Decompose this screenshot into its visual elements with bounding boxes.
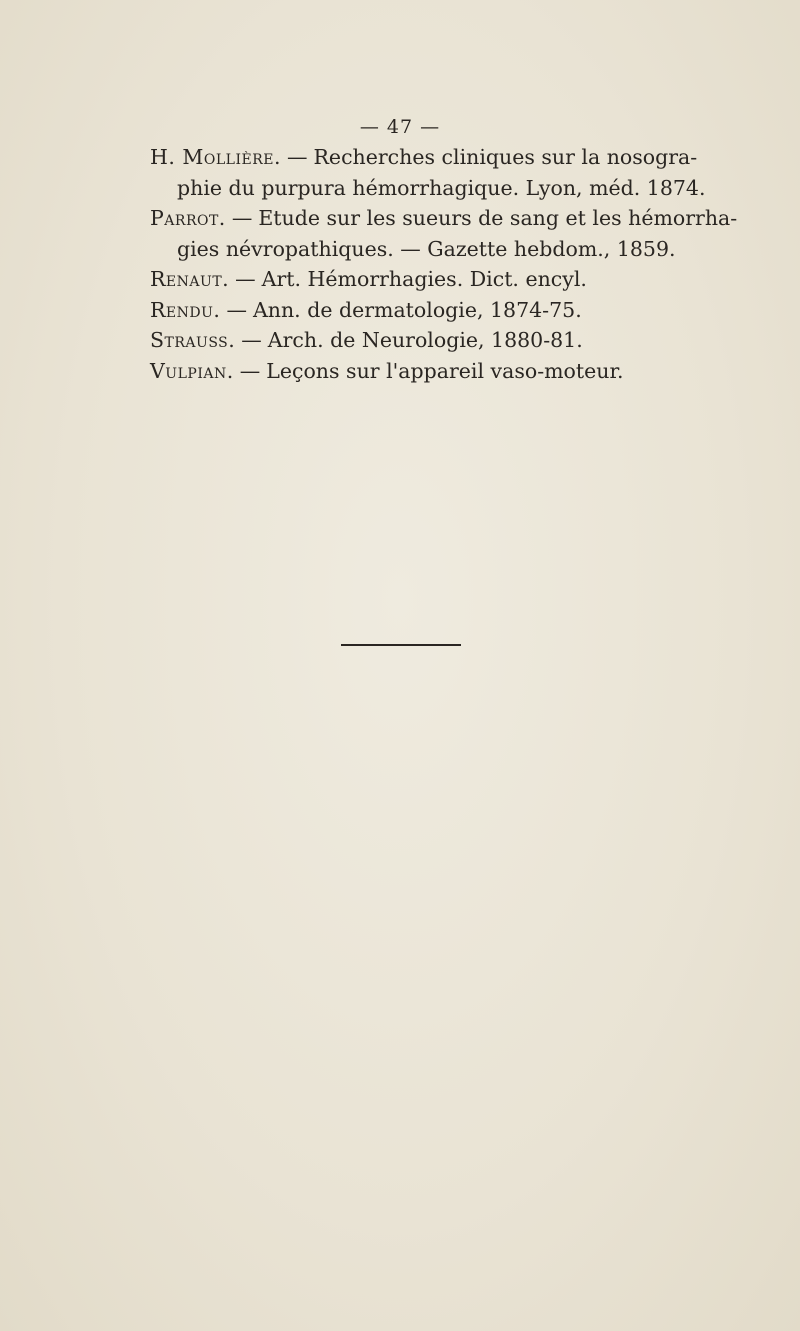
bibliography-entry <box>150 356 780 387</box>
entry-text: Etude sur les sueurs de sang et les hémorrha- <box>258 206 738 230</box>
entry-author: Parrot. <box>150 206 226 230</box>
entry-separator: — <box>287 145 308 169</box>
entry-continuation: phie du purpura hémorrhagique. Lyon, méd. 1874. <box>177 175 706 200</box>
entry-separator: — <box>231 206 253 230</box>
entry-author: Rendu. <box>150 297 221 322</box>
entry-separator: — <box>235 267 256 291</box>
end-rule <box>341 644 461 646</box>
entry-separator: — <box>239 358 261 383</box>
bibliography-entry <box>150 325 780 356</box>
bibliography-entry <box>150 264 780 295</box>
entry-text: Recherches cliniques sur la nosogra- <box>313 145 698 169</box>
entry-text: Art. Hémorrhagies. Dict. encyl. <box>261 267 587 291</box>
entry-separator: — <box>241 328 262 352</box>
entry-continuation: gies névropathiques. — Gazette hebdom., 1859. <box>177 236 676 261</box>
entry-author: Renaut. <box>150 267 230 291</box>
entry-separator: — <box>226 297 247 322</box>
entry-text: Arch. de Neurologie, 1880-81. <box>267 328 583 352</box>
bibliography-entry <box>150 295 780 326</box>
bibliography-entry <box>150 142 780 173</box>
bibliography-list <box>150 142 780 386</box>
page-number: — 47 — <box>359 116 441 138</box>
entry-text: Leçons sur l'appareil vaso-moteur. <box>266 358 624 383</box>
entry-author: H. Mollière. <box>150 145 281 169</box>
bibliography-entry <box>150 203 780 234</box>
entry-author: Strauss. <box>150 328 236 352</box>
entry-author: Vulpian. <box>150 358 234 383</box>
entry-text: Ann. de dermatologie, 1874-75. <box>252 297 582 322</box>
